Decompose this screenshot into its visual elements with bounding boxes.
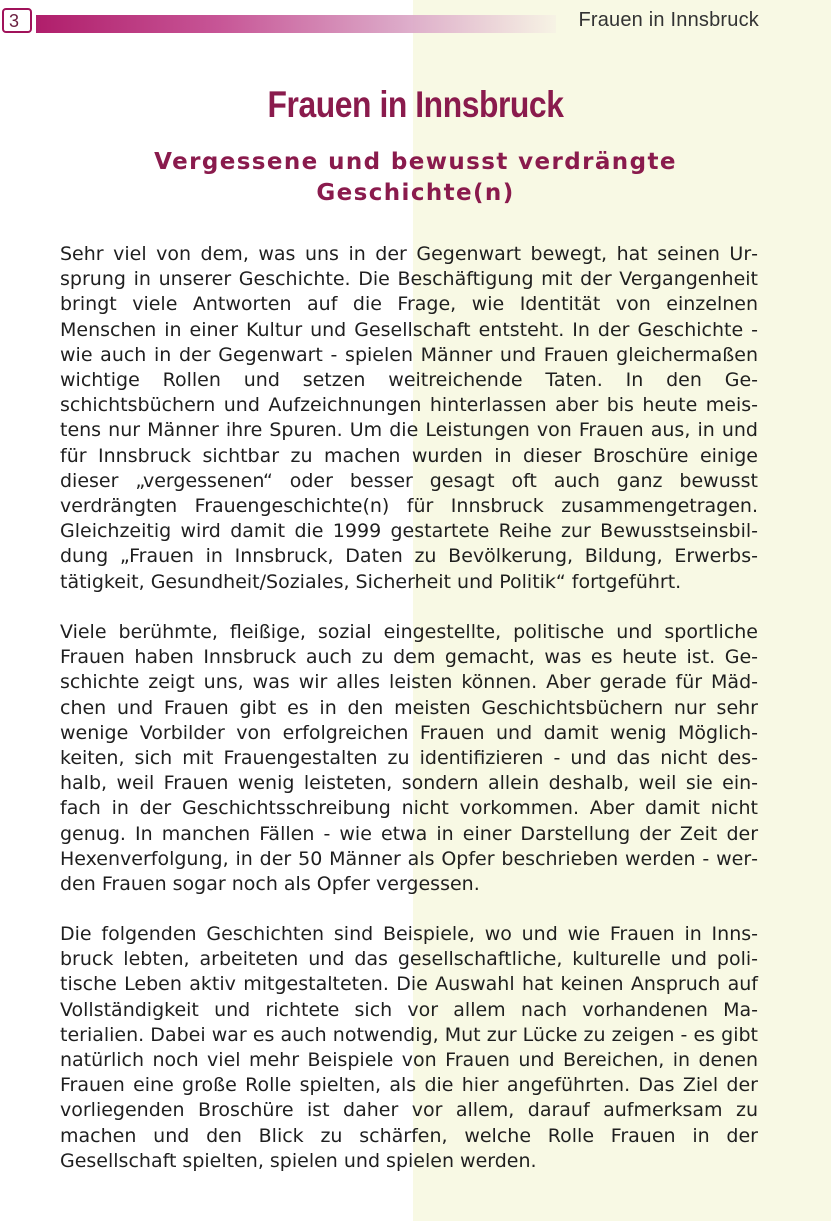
subtitle-line-1: Vergessene und bewusst verdrängte [154,149,677,175]
body-paragraph-3: Die folgenden Geschichten sind Beispiele, wo und wie Frauen in Innsbruck lebten, arbeiteten und das gesellschaftliche, kulturelle und politische Leben aktiv mitgestalteten. Die Auswahl hat keinen Anspruch auf Vollständigkeit und richtete sich vor allem nach vorhandenen Materialien. Dabei war es auch notwendig, Mut zur Lücke zu zeigen - es gibt natürlich noch viel mehr Beispiele von Frauen und Bereichen, in denen Frauen eine große Rolle spielten, als die hier angeführten. Das Ziel der vorliegenden Broschüre ist daher vor allem, darauf aufmerksam zu machen und den Blick zu schärfen, welche Rolle Frauen in der Gesellschaft spielten, spielen und spielen werden. [60,923,758,1172]
page-title: Frauen in Innsbruck [267,84,564,125]
subtitle-line-2: Geschichte(n) [316,180,515,206]
page-number: 3 [9,11,20,31]
body-paragraph-1: Sehr viel von dem, was uns in der Gegenwart bewegt, hat seinen Ursprung in unserer Geschichte. Die Beschäftigung mit der Vergangenheit bringt viele Antworten auf die Frage, wie Identität von einzelnen Menschen in einer Kultur und Gesellschaft entsteht. In der Geschichte - wie auch in der Gegenwart - spielen Männer und Frauen gleichermaßen wichtige Rollen und setzen weitreichende Taten. In den Geschichtsbüchern und Aufzeichnungen hinterlassen aber bis heute meistens nur Männer ihre Spuren. Um die Leistungen von Frauen aus, in und für Innsbruck sichtbar zu machen wurden in dieser Broschüre einige dieser „vergessenen“ oder besser gesagt oft auch ganz bewusst verdrängten Frauengeschichte(n) für Innsbruck zusammengetragen. Gleichzeitig wird damit die 1999 gestartete Reihe zur Bewusstseinsbildung „Frauen in Innsbruck, Daten zu Bevölkerung, Bildung, Erwerbstätigkeit, Gesundheit/Soziales, Sicherheit und Politik“ fortgeführt. [60,243,758,593]
page-subtitle [0,147,831,209]
body-paragraph-2: Viele berühmte, fleißige, sozial eingestellte, politische und sportliche Frauen haben Innsbruck auch zu dem gemacht, was es heute ist. Geschichte zeigt uns, was wir alles leisten können. Aber gerade für Mädchen und Frauen gibt es in den meisten Geschichtsbüchern nur sehr wenige Vorbilder von erfolgreichen Frauen und damit wenig Möglichkeiten, sich mit Frauengestalten zu identifizieren - und das nicht deshalb, weil Frauen wenig leisteten, sondern allein deshalb, weil sie einfach in der Geschichtsschreibung nicht vorkommen. Aber damit nicht genug. In manchen Fällen - wie etwa in einer Darstellung der Zeit der Hexenverfolgung, in der 50 Männer als Opfer beschrieben werden - werden Frauen sogar noch als Opfer vergessen. [60,621,758,896]
running-header-title: Frauen in Innsbruck [578,9,759,31]
header-accent-bar [36,15,556,33]
